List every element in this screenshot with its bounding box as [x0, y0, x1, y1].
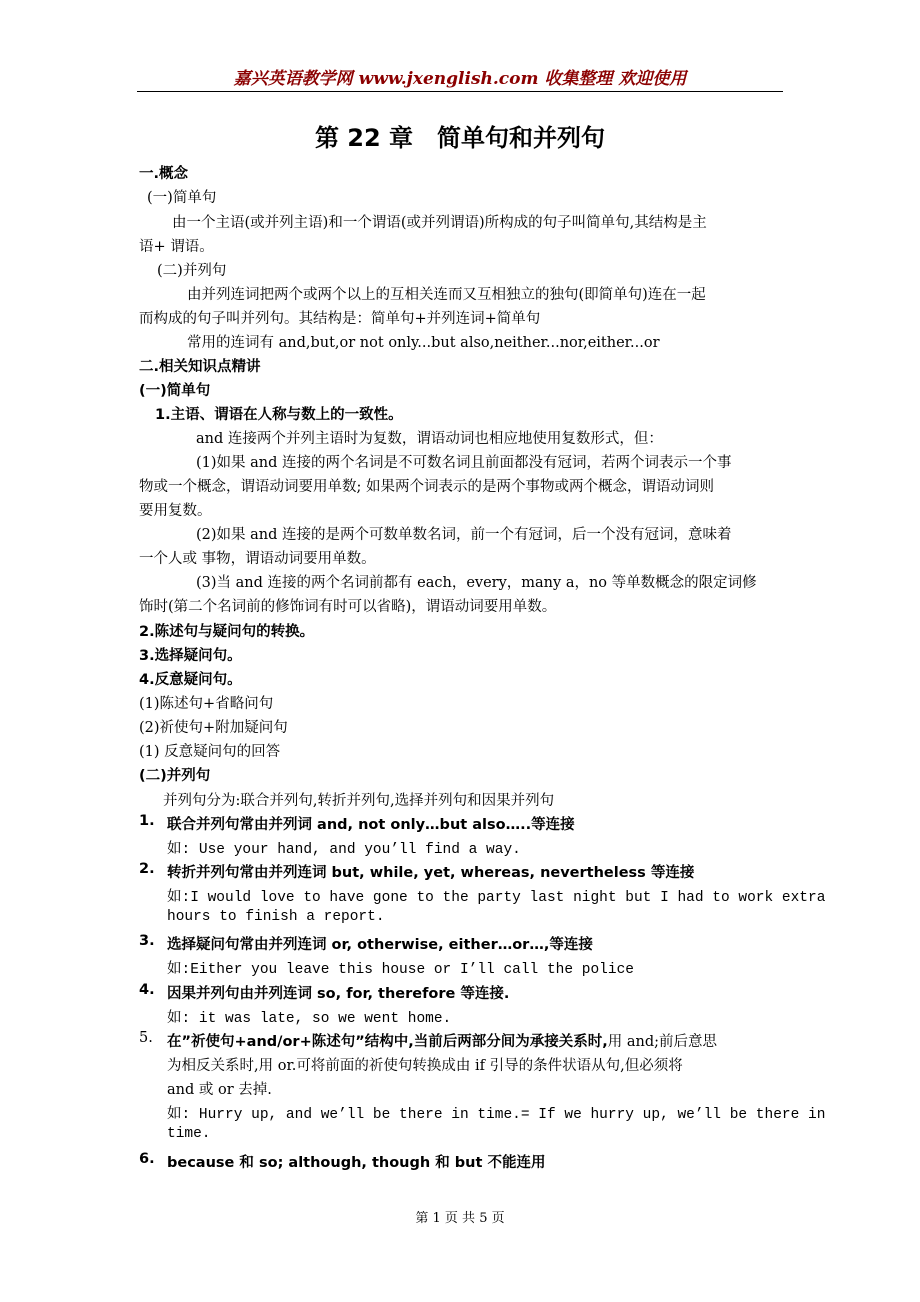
rule-1-line-1: (1)如果 and 连接的两个名词是不可数名词且前面都没有冠词，若两个词表示一个事 [196, 455, 732, 471]
list-item-4-example: 如: it was late, so we went home. [167, 1011, 452, 1027]
tag-question-type-2: (2)祈使句+附加疑问句 [139, 720, 288, 736]
point-statement-question-conversion: 2.陈述句与疑问句的转换。 [139, 624, 315, 640]
subheading-simple-sentence-2: (一)简单句 [139, 383, 211, 399]
list-item-3-example: 如:Either you leave this house or I’ll call the police [167, 962, 634, 978]
tag-question-type-1: (1)陈述句+省略问句 [139, 696, 274, 712]
list-item-5-line-1 [167, 1030, 717, 1051]
list-item-6: because 和 so; although, though 和 but 不能连用 [167, 1155, 546, 1171]
list-item-5-line-3: and 或 or 去掉. [167, 1082, 272, 1098]
section-heading-concepts: 一.概念 [139, 166, 189, 182]
subheading-compound-sentence-2: (二)并列句 [139, 768, 211, 784]
simple-sentence-definition-line-2: 语+ 谓语。 [139, 239, 214, 255]
page-header: 嘉兴英语教学网 www.jxenglish.com 收集整理 欢迎使用 [233, 69, 687, 89]
point-tag-question: 4.反意疑问句。 [139, 672, 242, 688]
list-item-3: 选择疑问句常由并列连词 or, otherwise, either…or…,等连接 [167, 937, 593, 953]
list-number-3: 3. [139, 933, 155, 949]
chapter-title: 第 22 章 简单句和并列句 [314, 124, 606, 152]
rule-1-line-3: 要用复数。 [139, 503, 212, 519]
list-item-2-example-line-1: 如:I would love to have gone to the party last night but I had to work extra [167, 890, 826, 906]
common-conjunctions: 常用的连词有 and,but,or not only...but also,neither...nor,either...or [187, 335, 660, 351]
rule-2-line-2: 一个人或 事物，谓语动词要用单数。 [139, 551, 376, 567]
compound-types-intro: 并列句分为:联合并列句,转折并列句,选择并列句和因果并列句 [163, 793, 555, 809]
list-item-2-example-line-2: hours to finish a report. [167, 909, 385, 925]
rule-3-line-1: (3)当 and 连接的两个名词前都有 each，every，many a，no 等单数概念的限定词修 [196, 575, 757, 591]
list-number-5: 5. [139, 1030, 153, 1046]
rule-2-line-1: (2)如果 and 连接的是两个可数单数名词，前一个有冠词，后一个没有冠词，意味着 [196, 527, 732, 543]
compound-sentence-definition-line-2: 而构成的句子叫并列句。其结构是：简单句+并列连词+简单句 [139, 311, 541, 327]
section-heading-key-points: 二.相关知识点精讲 [139, 359, 261, 375]
list-number-6: 6. [139, 1151, 155, 1167]
list-item-1: 联合并列句常由并列词 and, not only…but also…..等连接 [167, 817, 575, 833]
list-item-1-example: 如: Use your hand, and you’ll find a way. [167, 842, 521, 858]
point-alternative-question: 3.选择疑问句。 [139, 648, 242, 664]
simple-sentence-definition-line-1: 由一个主语(或并列主语)和一个谓语(或并列谓语)所构成的句子叫简单句,其结构是主 [172, 215, 707, 231]
list-number-1: 1. [139, 813, 155, 829]
list-item-5-example-line-1: 如: Hurry up, and we’ll be there in time.= If we hurry up, we’ll be there in [167, 1107, 826, 1123]
list-item-5-line-2: 为相反关系时,用 or.可将前面的祈使句转换成由 if 引导的条件状语从句,但必须将 [167, 1058, 683, 1074]
subheading-simple-sentence: (一)简单句 [147, 190, 217, 206]
list-number-4: 4. [139, 982, 155, 998]
rule-3-line-2: 饰时(第二个名词前的修饰词有时可以省略)，谓语动词要用单数。 [139, 599, 557, 615]
list-item-5-plain-part: 用 and;前后意思 [607, 1034, 718, 1050]
page-footer: 第 1 页 共 5 页 [415, 1211, 505, 1226]
subheading-compound-sentence: (二)并列句 [157, 263, 227, 279]
list-item-2: 转折并列句常由并列连词 but, while, yet, whereas, nevertheless 等连接 [167, 865, 695, 881]
tag-question-answer: (1) 反意疑问句的回答 [139, 744, 281, 760]
list-item-4: 因果并列句由并列连词 so, for, therefore 等连接. [167, 986, 510, 1002]
list-number-2: 2. [139, 861, 155, 877]
rule-1-line-2: 物或一个概念，谓语动词要用单数; 如果两个词表示的是两个事物或两个概念，谓语动词则 [139, 479, 714, 495]
point-subject-verb-agreement: 1.主语、谓语在人称与数上的一致性。 [155, 407, 403, 423]
header-rule [137, 91, 783, 92]
list-item-5-bold-part: 在”祈使句+and/or+陈述句”结构中,当前后两部分间为承接关系时, [167, 1034, 608, 1050]
list-item-5-example-line-2: time. [167, 1126, 211, 1142]
agreement-intro: and 连接两个并列主语时为复数，谓语动词也相应地使用复数形式，但： [196, 431, 663, 447]
compound-sentence-definition-line-1: 由并列连词把两个或两个以上的互相关连而又互相独立的独句(即简单句)连在一起 [187, 287, 706, 303]
